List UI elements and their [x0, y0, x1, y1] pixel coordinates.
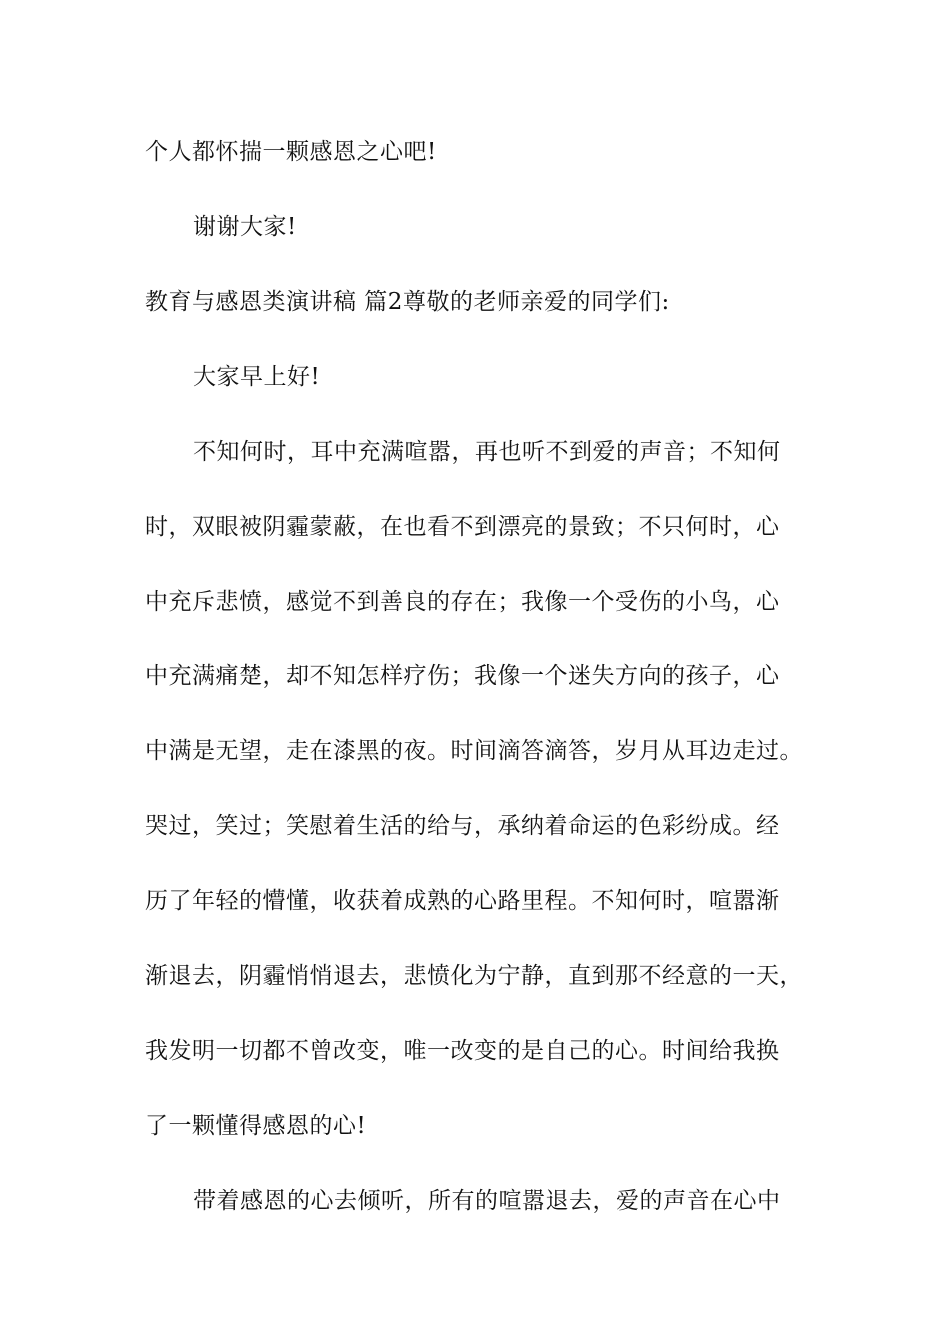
paragraph-line: 渐退去，阴霾悄悄退去，悲愤化为宁静，直到那不经意的一天， [145, 963, 803, 989]
paragraph-line: 个人都怀揣一颗感恩之心吧! [145, 139, 437, 165]
paragraph-line: 我发明一切都不曾改变，唯一改变的是自己的心。时间给我换 [145, 1038, 780, 1064]
paragraph-line: 不知何时，耳中充满喧嚣，再也听不到爱的声音；不知何 [193, 439, 781, 465]
paragraph-line: 时，双眼被阴霾蒙蔽，在也看不到漂亮的景致；不只何时，心 [145, 514, 780, 540]
section-heading: 教育与感恩类演讲稿 篇2尊敬的老师亲爱的同学们: [145, 289, 670, 315]
paragraph-line: 中满是无望，走在漆黑的夜。时间滴答滴答，岁月从耳边走过。 [145, 738, 803, 764]
paragraph-line: 中充斥悲愤，感觉不到善良的存在；我像一个受伤的小鸟，心 [145, 589, 780, 615]
paragraph-line: 历了年轻的懵懂，收获着成熟的心路里程。不知何时，喧嚣渐 [145, 888, 780, 914]
paragraph-line: 带着感恩的心去倾听，所有的喧嚣退去，爱的声音在心中 [193, 1188, 781, 1214]
paragraph-line: 了一颗懂得感恩的心! [145, 1113, 367, 1139]
paragraph-line: 谢谢大家! [193, 214, 297, 240]
paragraph-line: 中充满痛楚，却不知怎样疗伤；我像一个迷失方向的孩子，心 [145, 663, 780, 689]
paragraph-line: 哭过，笑过；笑慰着生活的给与，承纳着命运的色彩纷成。经 [145, 813, 780, 839]
paragraph-line: 大家早上好! [193, 364, 321, 390]
